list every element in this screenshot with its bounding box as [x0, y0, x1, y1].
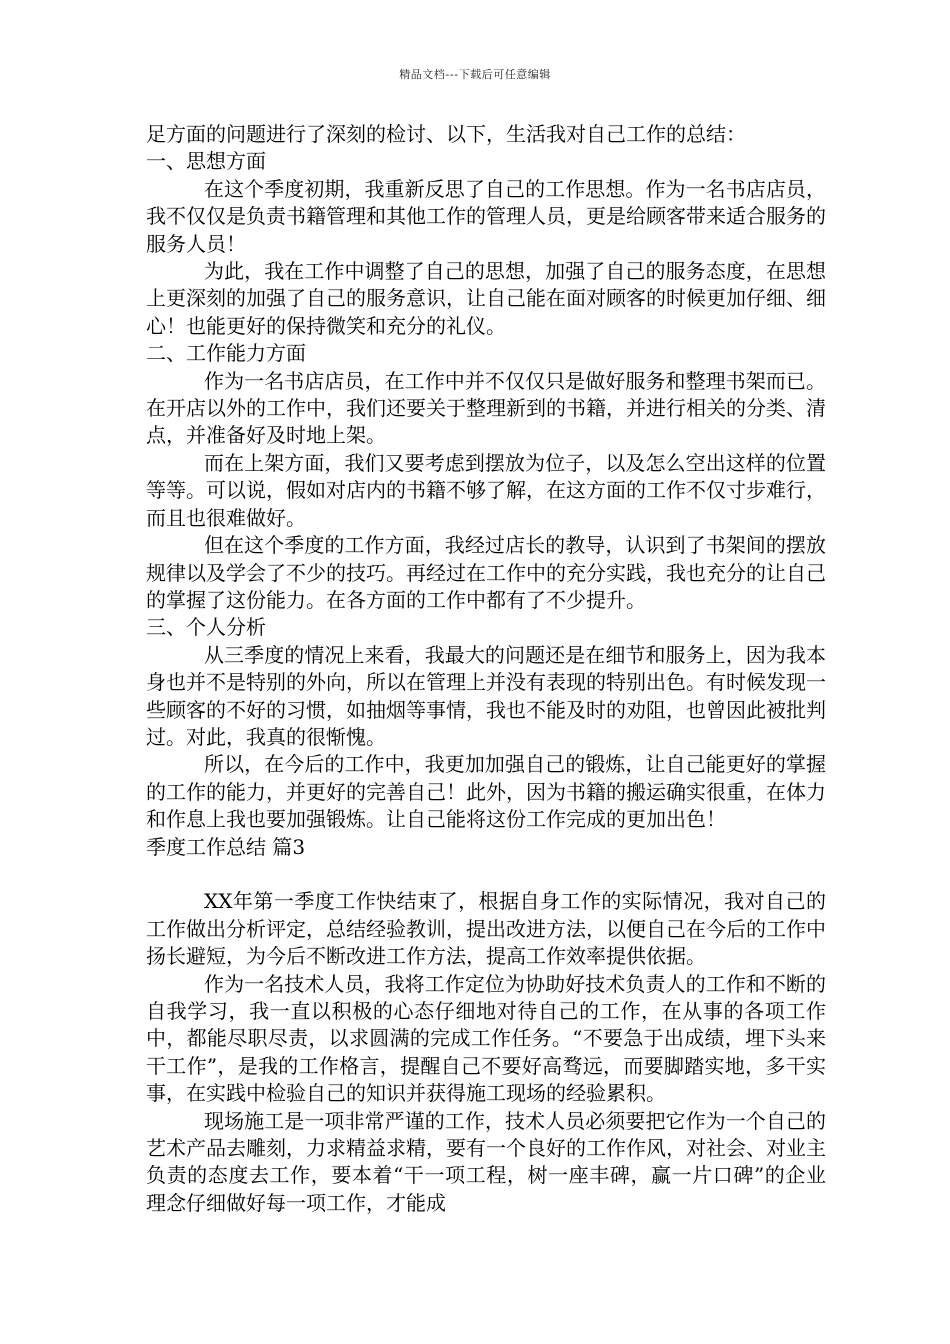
document-body — [146, 121, 826, 1217]
page-header: 精品文档---下载后可任意编辑 — [399, 68, 551, 81]
paragraph: XX年第一季度工作快结束了，根据自身工作的实际情况，我对自己的工作做出分析评定，总结经验教训，提出改进方法，以便自己在今后的工作中扬长避短，为今后不断改进工作方法，提高工作效率提供依据。 — [146, 889, 826, 969]
paragraph: 现场施工是一项非常严谨的工作，技术人员必须要把它作为一个自己的艺术产品去雕刻，力求精益求精，要有一个良好的工作作风，对社会、对业主负责的态度去工作，要本着“干一项工程，树一座丰碑，赢一片口碑”的企业理念仔细做好每一项工作，才能成 — [146, 1108, 826, 1215]
paragraph: 在这个季度初期，我重新反思了自己的工作思想。作为一名书店店员，我不仅仅是负责书籍管理和其他工作的管理人员，更是给顾客带来适合服务的服务人员！ — [146, 176, 826, 256]
paragraph-continuation: 足方面的问题进行了深刻的检讨、以下，生活我对自己工作的总结： — [146, 122, 746, 146]
blank-line — [146, 861, 826, 888]
section-heading-analysis: 三、个人分析 — [146, 615, 266, 640]
paragraph: 作为一名书店店员，在工作中并不仅仅只是做好服务和整理书架而已。在开店以外的工作中，我们还要关于整理新到的书籍，并进行相关的分类、清点，并准备好及时地上架。 — [146, 368, 826, 448]
section-heading-ability: 二、工作能力方面 — [146, 341, 306, 366]
paragraph: 而在上架方面，我们又要考虑到摆放为位子，以及怎么空出这样的位置等等。可以说，假如对店内的书籍不够了解，在这方面的工作不仅寸步难行，而且也很难做好。 — [146, 450, 826, 530]
paragraph: 作为一名技术人员，我将工作定位为协助好技术负责人的工作和不断的自我学习，我一直以积极的心态仔细地对待自己的工作，在从事的各项工作中，都能尽职尽责，以求圆满的完成工作任务。“不要急于出成绩，埋下头来干工作”，是我的工作格言，提醒自己不要好高骛远，而要脚踏实地，多干实事，在实践中检验自己的知识并获得施工现场的经验累积。 — [146, 971, 826, 1106]
article-title: 季度工作总结 篇3 — [146, 834, 306, 859]
paragraph: 为此，我在工作中调整了自己的思想，加强了自己的服务态度，在思想上更深刻的加强了自己的服务意识，让自己能在面对顾客的时候更加仔细、细心！也能更好的保持微笑和充分的礼仪。 — [146, 259, 826, 338]
paragraph: 从三季度的情况上来看，我最大的问题还是在细节和服务上，因为我本身也并不是特别的外向，所以在管理上并没有表现的特别出色。有时候发现一些顾客的不好的习惯，如抽烟等事情，我也不能及时的劝阻，也曾因此被批判过。对此，我真的很惭愧。 — [146, 642, 826, 749]
paragraph: 但在这个季度的工作方面，我经过店长的教导，认识到了书架间的摆放规律以及学会了不少的技巧。再经过在工作中的充分实践，我也充分的让自己的掌握了这份能力。在各方面的工作中都有了不少提升。 — [146, 533, 826, 612]
section-heading-thought: 一、思想方面 — [146, 149, 266, 174]
paragraph: 所以，在今后的工作中，我更加加强自己的锻炼，让自己能更好的掌握的工作的能力，并更好的完善自己！此外，因为书籍的搬运确实很重，在体力和作息上我也要加强锻炼。让自己能将这份工作完成的更加出色！ — [146, 752, 826, 832]
